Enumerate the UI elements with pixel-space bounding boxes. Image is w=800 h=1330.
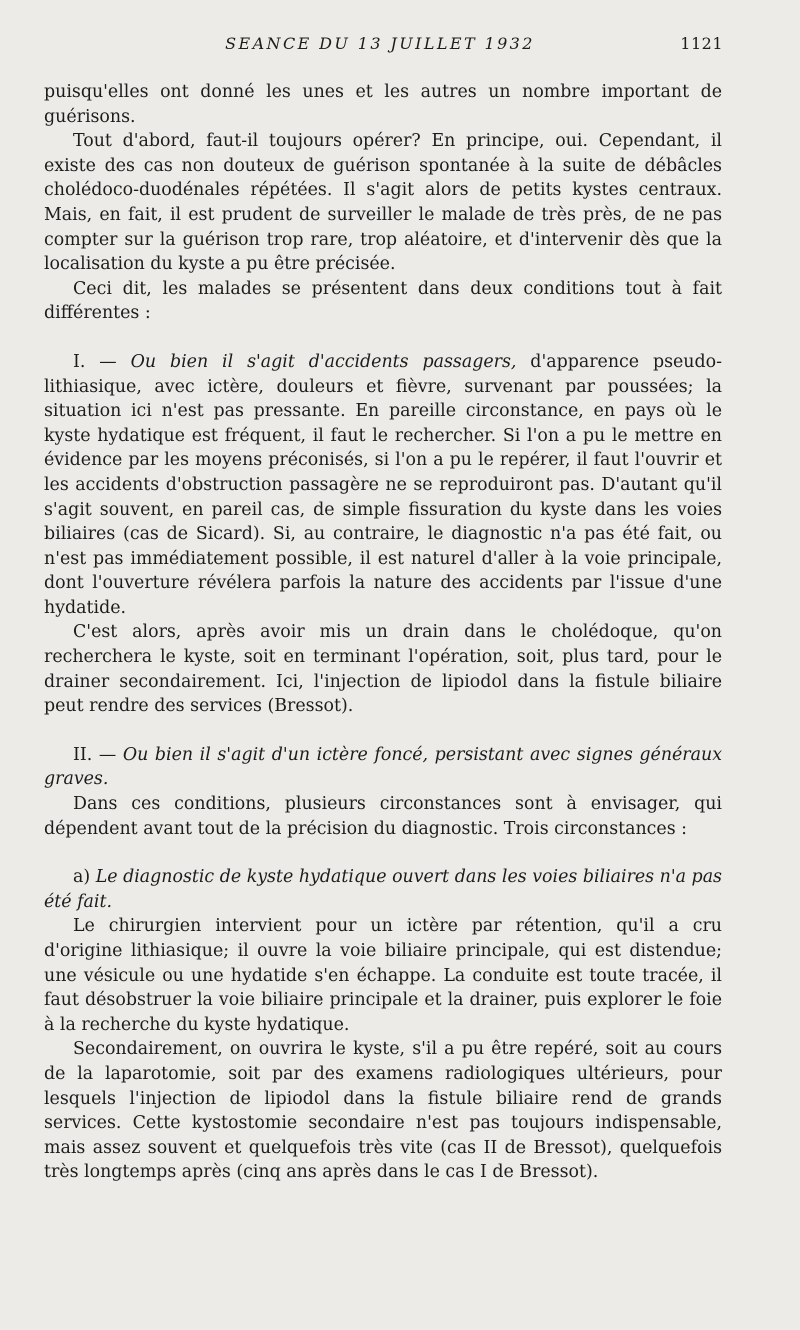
- section-heading-italic: Ou bien il s'agit d'accidents passagers,: [130, 351, 517, 372]
- subsection-a-heading: [44, 865, 722, 914]
- section-label: II. —: [73, 744, 123, 765]
- section-text: d'apparence pseudo-lithiasique, avec ictère, douleurs et fièvre, survenant par poussées; la situation ici n'est pas pressante. En pareille circonstance, en pays où le kyste hydatique est fréquent, il faut le rechercher. Si l'on a pu le mettre en évidence par les moyens préconisés, si l'on a pu le repérer, il faut l'ouvrir et les accidents d'obstruction passagère ne se reproduiront pas. D'autant qu'il s'agit souvent, en pareil cas, de simple fissuration du kyste dans les voies biliaires (cas de Sicard). Si, au contraire, le diagnostic n'a pas été fait, ou n'est pas immédiatement possible, il est naturel d'aller à la voie principale, dont l'ouverture révélera parfois la nature des accidents par l'issue d'une hydatide.: [44, 351, 722, 618]
- section-two-heading: [44, 743, 722, 792]
- section-one-paragraph: [44, 350, 722, 621]
- body-text: [44, 80, 722, 1185]
- subsection-heading-italic: Le diagnostic de kyste hydatique ouvert dans les voies biliaires n'a pas été fait.: [44, 867, 722, 912]
- paragraph: puisqu'elles ont donné les unes et les autres un nombre important de guérisons.: [44, 82, 722, 127]
- section-heading-italic: Ou bien il s'agit d'un ictère foncé, persistant avec signes généraux graves.: [44, 744, 722, 790]
- page-number: 1121: [680, 34, 723, 53]
- paragraph: Dans ces conditions, plusieurs circonstances sont à envisager, qui dépendent avant tout de la précision du diagnostic. Trois circonstances :: [44, 794, 722, 839]
- section-label: I. —: [73, 351, 131, 372]
- running-header: [0, 34, 800, 58]
- paragraph: Secondairement, on ouvrira le kyste, s'il a pu être repéré, soit au cours de la laparotomie, soit par des examens radiologiques ultérieurs, pour lesquels l'injection de lipiodol dans la fistule biliaire rend de grands services. Cette kystostomie secondaire n'est pas toujours indispensable, mais assez souvent et quelquefois très vite (cas II de Bressot), quelquefois très longtemps après (cinq ans après dans le cas I de Bressot).: [44, 1039, 722, 1183]
- paragraph: Le chirurgien intervient pour un ictère par rétention, qu'il a cru d'origine lithiasique; il ouvre la voie biliaire principale, qui est distendue; une vésicule ou une hydatide s'en échappe. La conduite est toute tracée, il faut désobstruer la voie biliaire principale et la drainer, puis explorer le foie à la recherche du kyste hydatique.: [44, 916, 722, 1035]
- running-title: SEANCE DU 13 JUILLET 1932: [225, 34, 535, 53]
- paragraph: C'est alors, après avoir mis un drain dans le cholédoque, qu'on recherchera le kyste, soit en terminant l'opération, soit, plus tard, pour le drainer secondairement. Ici, l'injection de lipiodol dans la fistule biliaire peut rendre des services (Bressot).: [44, 622, 722, 717]
- subsection-label: a): [73, 867, 96, 888]
- paragraph: Ceci dit, les malades se présentent dans deux conditions tout à fait différentes :: [44, 278, 722, 324]
- paragraph: Tout d'abord, faut-il toujours opérer? En principe, oui. Cependant, il existe des cas non douteux de guérison spontanée à la suite de débâcles cholédoco-duodénales répétées. Il s'agit alors de petits kystes centraux. Mais, en fait, il est prudent de surveiller le malade de très près, de ne pas compter sur la guérison trop rare, trop aléatoire, et d'intervenir dès que la localisation du kyste a pu être précisée.: [44, 131, 722, 275]
